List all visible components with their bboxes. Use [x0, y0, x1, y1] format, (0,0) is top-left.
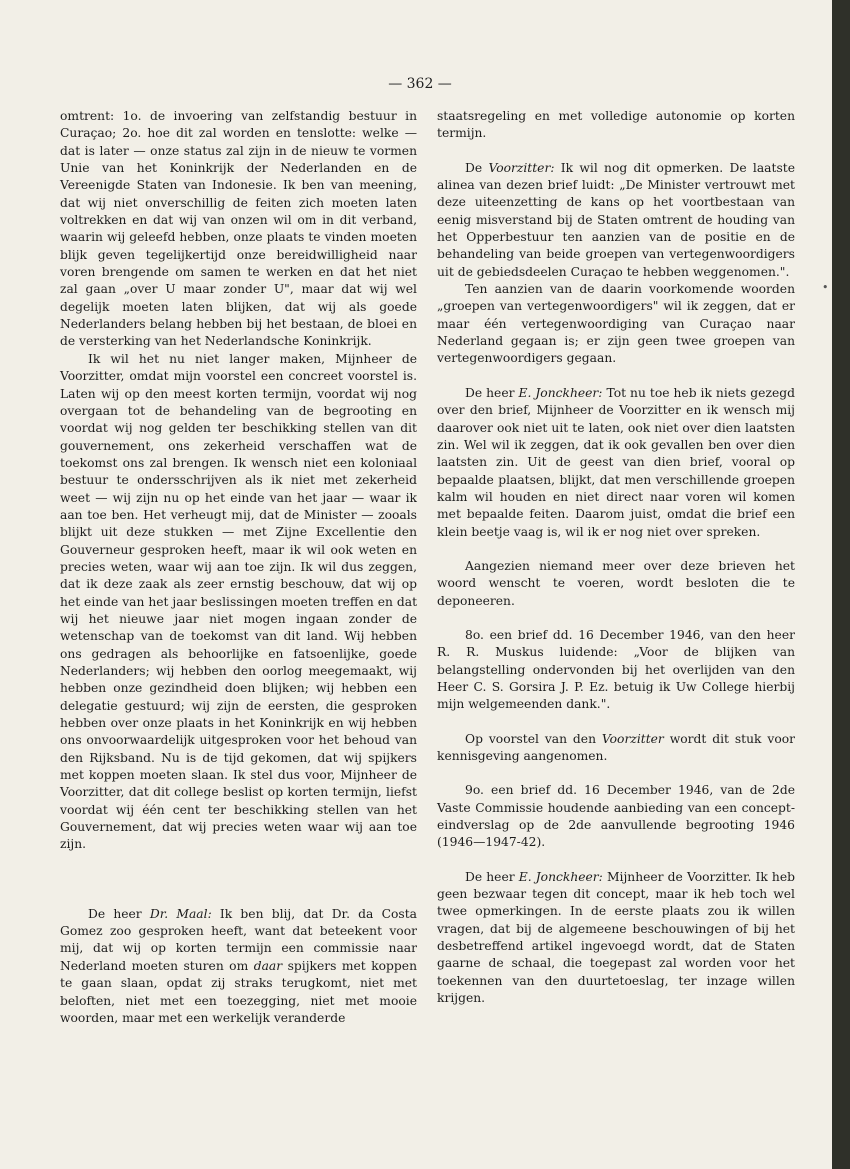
speaker-name: Voorzitter: [601, 731, 664, 746]
left-column: [60, 108, 417, 1027]
right-paragraph-7: [437, 731, 795, 766]
page-number: — 362 —: [388, 76, 452, 92]
speaker-label: De: [465, 160, 483, 175]
speech-text-continued: spijkers met koppen te gaan slaan, opdat zij straks terugkomt, niet met beloften, niet met een toezegging, niet met mooie woorden, maar met een werkelijk veranderde: [60, 958, 417, 1025]
margin-mark: •: [822, 281, 829, 294]
motion-text-continued: wordt dit stuk voor kennisgeving aangenomen.: [437, 731, 795, 763]
right-paragraph-9: [437, 869, 795, 1008]
speech-text: Mijnheer de Voorzitter. Ik heb geen bezwaar tegen dit concept, maar ik heb toch wel twee opmerkingen. In de eerste plaats zou ik willen vragen, dat bij de algemeene beschouwingen of bij het desbetreffend artikel ingevoegd wordt, dat de Staten gaarne de schaal, die toegepast zal worden voor het toekennen van den duurtetoeslag, ter inzage willen krijgen.: [437, 869, 795, 1006]
speaker-label: De heer: [465, 385, 515, 400]
speaker-name: E. Jonckheer:: [518, 869, 603, 884]
speaker-name: Dr. Maal:: [149, 906, 212, 921]
right-column: [437, 108, 795, 1007]
right-paragraph-3: Ten aanzien van de daarin voorkomende woorden „groepen van vertegenwoordigers" wil ik zeggen, dat er maar één vertegenwoordiging van Curaçao naar Nederland gegaan is; er zijn geen twee groepen van vertegenwoordigers gegaan.: [437, 282, 795, 366]
emphasis-word: daar: [253, 958, 283, 973]
speaker-label: De heer: [465, 869, 515, 884]
motion-text: Op voorstel van den: [465, 731, 596, 746]
speaker-name: E. Jonckheer:: [518, 385, 603, 400]
left-paragraph-1: omtrent: 1o. de invoering van zelfstandig bestuur in Curaçao; 2o. hoe dit zal worden en tenslotte: welke — dat is later — onze status zal zijn in de nieuw te vormen Unie van het Koninkrijk der Nederlanden en de Vereenigde Staten van Indonesie. Ik ben van meening, dat wij niet onverschillig de feiten zich moeten laten voltrekken en dat wij van onzen wil om in dit verband, waarin wij geleefd hebben, onze plaats te vinden moeten blijk geven tegelijkertijd onze bereidwilligheid naar voren brengende om samen te werken en dat het niet zal gaan „over U maar zonder U", maar dat wij wel degelijk moeten laten blijken, dat wij als goede Nederlanders belang hebben bij het bestaan, de bloei en de versterking van het Nederlandsche Koninkrijk.: [60, 109, 417, 349]
speech-text: Tot nu toe heb ik niets gezegd over den brief, Mijnheer de Voorzitter en ik wensch mij daarover ook niet uit te laten, ook niet over dien laatsten zin. Wel wil ik zeggen, dat ik ook gevallen ben over dien laatsten zin. Uit de geest van dien brief, vooral op bepaalde plaatsen, blijkt, dat men verschillende groepen kalm wil houden en niet direct naar voren wil komen met bepaalde feiten. Daarom juist, omdat die brief een klein beetje vaag is, wil ik er nog niet over spreken.: [437, 385, 795, 539]
right-paragraph-6: 8o. een brief dd. 16 December 1946, van den heer R. R. Muskus luidende: „Voor de blijken van belangstelling ondervonden bij het overlijden van den Heer C. S. Gorsira J. P. Ez. betuig ik Uw College hierbij mijn welgemeenden dank.".: [437, 627, 795, 712]
right-paragraph-8: 9o. een brief dd. 16 December 1946, van de 2de Vaste Commissie houdende aanbieding van een concept-eindverslag op de 2de aanvullende begrooting 1946 (1946—1947-42).: [437, 783, 795, 850]
scan-edge: [832, 0, 850, 1169]
left-paragraph-2: Ik wil het nu niet langer maken, Mijnheer de Voorzitter, omdat mijn voorstel een concreet voorstel is. Laten wij op den meest korten termijn, voordat wij nog overgaan tot de behandeling van de begrooting en voordat wij nog gelden ter beschikking stellen van dit gouvernement, ons zekerheid verschaffen wat de toekomst ons zal brengen. Ik wensch niet een koloniaal bestuur te ondersschrijven als ik niet met zekerheid weet — wij zijn nu op het einde van het jaar — waar ik aan toe ben. Het verheugt mij, dat de Minister — zooals blijkt uit deze stukken — met Zijne Excellentie den Gouverneur gesproken heeft, maar ik wil ook weten en precies weten, waar wij aan toe zijn. Ik wil dus zeggen, dat ik deze zaak als zeer ernstig beschouw, dat wij op het einde van het jaar beslissingen moeten treffen en dat wij het nieuwe jaar niet mogen ingaan zonder de wetenschap van de toekomst van dit land. Wij hebben ons gedragen als behoorlijke en fatsoenlijke, goede Nederlanders; wij hebben den oorlog meegemaakt, wij hebben onze gezindheid doen blijken; wij hebben een delegatie gestuurd; wij zijn de eersten, die gesproken hebben over onze plaats in het Koninkrijk en wij hebben ons onvoorwaardelijk uitgesproken voor het behoud van den Rijksband. Nu is de tijd gekomen, dat wij spijkers met koppen moeten slaan. Ik stel dus voor, Mijnheer de Voorzitter, dat dit college beslist op korten termijn, liefst voordat wij één cent ter beschikking stellen van het Gouvernement, dat wij precies weten waar wij aan toe zijn.: [60, 351, 418, 852]
left-paragraph-3: [60, 906, 417, 1027]
speaker-label: De heer: [88, 906, 142, 921]
right-paragraph-2: [437, 160, 795, 281]
right-paragraph-1: staatsregeling en met volledige autonomie op korten termijn.: [437, 109, 795, 141]
speech-text: Ik wil nog dit opmerken. De laatste alinea van dezen brief luidt: „De Minister vertrouwt met deze uiteenzetting de kans op het voortbestaan van eenig misverstand bij de Staten omtrent de houding van het Opperbestuur ten aanzien van de positie en de behandeling van beide groepen van vertegenwoordigers uit de gebiedsdeelen Curaçao te hebben weggenomen.".: [437, 160, 795, 279]
speech-text: Ik ben blij, dat Dr. da Costa Gomez zoo gesproken heeft, want dat beteekent voor mij, dat wij op korten termijn een commissie naar Nederland moeten sturen om: [60, 906, 417, 973]
right-paragraph-4: [437, 385, 795, 541]
right-paragraph-5: Aangezien niemand meer over deze brieven het woord wenscht te voeren, wordt besloten die te deponeeren.: [437, 558, 795, 608]
speaker-name: Voorzitter:: [488, 160, 555, 175]
